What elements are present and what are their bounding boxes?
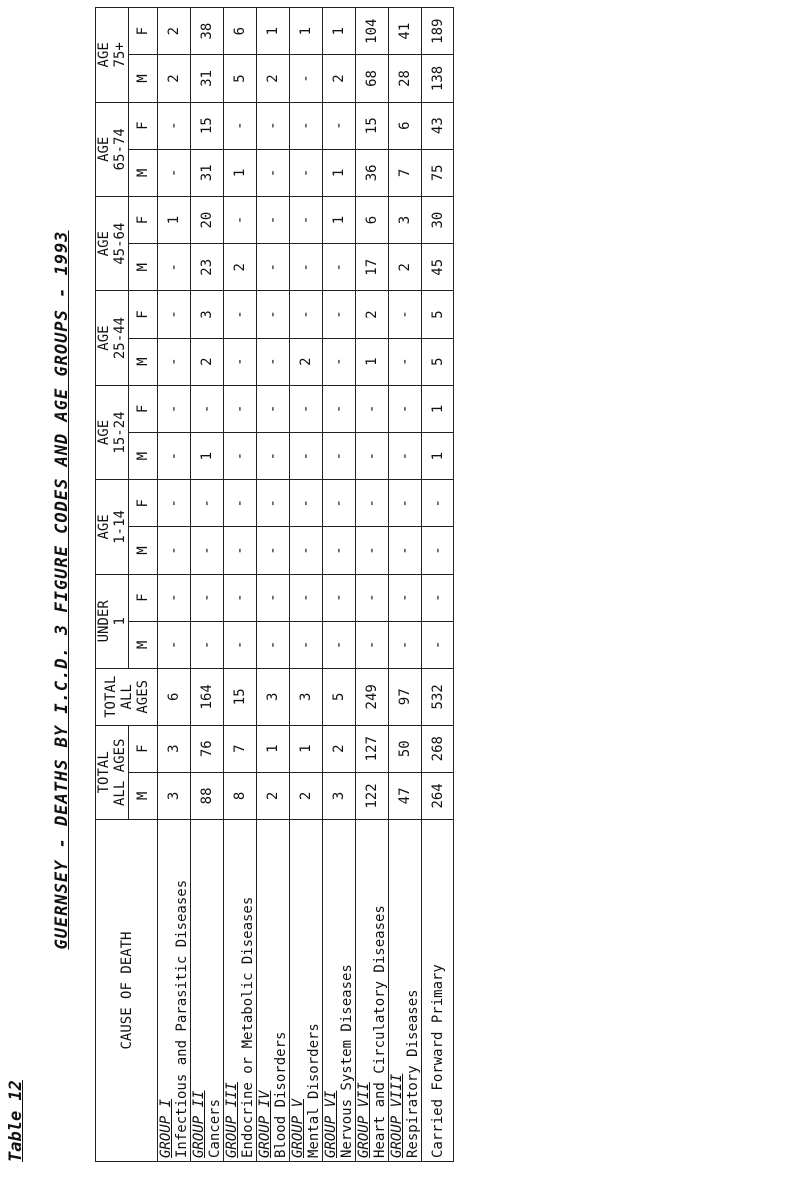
age-cell: - — [290, 244, 323, 291]
header-total-mf-mid: ALL AGES — [112, 738, 128, 807]
header-m: M — [129, 432, 158, 479]
age-cell: - — [389, 291, 422, 338]
table-row — [422, 8, 454, 1162]
age-cell: - — [224, 480, 257, 527]
age-cell: - — [224, 621, 257, 668]
cell-total: 5 — [323, 669, 356, 726]
header-age-1-mid: 1-14 — [112, 510, 128, 544]
header-age-6-top: AGE — [96, 42, 112, 68]
age-cell: 43 — [422, 102, 454, 149]
age-cell: - — [257, 480, 290, 527]
cause-name: Infectious and Parasitic Diseases — [174, 879, 190, 1158]
age-cell: - — [389, 338, 422, 385]
header-age-6 — [96, 8, 129, 103]
table-row — [323, 8, 356, 1162]
age-cell: 2 — [257, 55, 290, 102]
cause-name: Respiratory Diseases — [405, 989, 421, 1158]
age-cell: - — [257, 432, 290, 479]
cause-cell — [323, 820, 356, 1162]
age-cell: - — [224, 102, 257, 149]
header-f: F — [129, 291, 158, 338]
cause-cell — [191, 820, 224, 1162]
cause-cell — [257, 820, 290, 1162]
age-cell: - — [389, 527, 422, 574]
header-age-5-top: AGE — [96, 136, 112, 162]
age-cell: 2 — [158, 8, 191, 55]
age-cell: - — [290, 432, 323, 479]
age-cell: 30 — [422, 196, 454, 243]
header-f: F — [129, 480, 158, 527]
cell-total: 532 — [422, 669, 454, 726]
header-total-all — [96, 669, 158, 726]
cell-total: 15 — [224, 669, 257, 726]
age-cell: 17 — [356, 244, 389, 291]
age-cell: 5 — [422, 291, 454, 338]
age-cell: 1 — [422, 385, 454, 432]
age-cell: - — [323, 621, 356, 668]
header-total-mf — [96, 725, 129, 819]
cell-f: 1 — [290, 725, 323, 772]
table-row — [389, 8, 422, 1162]
age-cell: - — [422, 574, 454, 621]
header-m: M — [129, 149, 158, 196]
age-cell: 75 — [422, 149, 454, 196]
age-cell: - — [323, 432, 356, 479]
header-m: M — [129, 527, 158, 574]
age-cell: - — [422, 480, 454, 527]
age-cell: 1 — [323, 149, 356, 196]
age-cell: 1 — [323, 196, 356, 243]
age-cell: 41 — [389, 8, 422, 55]
cause-name: Nervous System Diseases — [339, 964, 355, 1158]
group-label: GROUP III — [224, 1082, 240, 1158]
age-cell: 1 — [422, 432, 454, 479]
age-cell: 1 — [257, 8, 290, 55]
age-cell: - — [356, 621, 389, 668]
age-cell: - — [323, 291, 356, 338]
age-cell: 38 — [191, 8, 224, 55]
cause-cell — [356, 820, 389, 1162]
age-cell: 2 — [290, 338, 323, 385]
cell-m: 2 — [290, 772, 323, 819]
header-age-2-mid: 15-24 — [112, 411, 128, 454]
age-cell: - — [158, 102, 191, 149]
age-cell: 5 — [224, 55, 257, 102]
age-cell: - — [158, 385, 191, 432]
age-cell: 36 — [356, 149, 389, 196]
age-cell: - — [323, 574, 356, 621]
age-cell: - — [422, 621, 454, 668]
age-cell: - — [290, 621, 323, 668]
header-age-3-top: AGE — [96, 325, 112, 351]
table-row — [224, 8, 257, 1162]
age-cell: - — [224, 574, 257, 621]
age-cell: - — [158, 480, 191, 527]
group-label: GROUP IV — [257, 1090, 273, 1158]
header-age-4-top: AGE — [96, 231, 112, 257]
age-cell: - — [158, 621, 191, 668]
header-m: M — [129, 772, 158, 819]
age-cell: - — [224, 291, 257, 338]
cell-f: 76 — [191, 725, 224, 772]
age-cell: - — [323, 338, 356, 385]
cell-total: 3 — [290, 669, 323, 726]
age-cell: - — [224, 196, 257, 243]
age-cell: - — [158, 338, 191, 385]
header-age-1 — [96, 480, 129, 574]
age-cell: 2 — [191, 338, 224, 385]
age-cell: 20 — [191, 196, 224, 243]
age-cell: 2 — [224, 244, 257, 291]
cell-m: 88 — [191, 772, 224, 819]
header-under1-top: UNDER — [96, 600, 112, 643]
header-total-all-top: TOTAL — [102, 675, 119, 718]
age-cell: - — [389, 574, 422, 621]
age-cell: - — [290, 55, 323, 102]
age-cell: - — [224, 338, 257, 385]
cell-f: 127 — [356, 725, 389, 772]
cell-f: 1 — [257, 725, 290, 772]
cause-cell — [290, 820, 323, 1162]
header-m: M — [129, 621, 158, 668]
age-cell: 7 — [389, 149, 422, 196]
age-cell: 3 — [389, 196, 422, 243]
age-cell: - — [224, 385, 257, 432]
age-cell: - — [191, 480, 224, 527]
age-cell: - — [257, 149, 290, 196]
age-cell: - — [323, 102, 356, 149]
age-cell: 2 — [323, 55, 356, 102]
age-cell: - — [158, 432, 191, 479]
age-cell: 2 — [389, 244, 422, 291]
header-m: M — [129, 55, 158, 102]
age-cell: 15 — [191, 102, 224, 149]
age-cell: - — [356, 527, 389, 574]
header-under1-mid: 1 — [112, 617, 128, 626]
age-cell: - — [224, 527, 257, 574]
header-f: F — [129, 385, 158, 432]
cell-total: 6 — [158, 669, 191, 726]
age-cell: 1 — [323, 8, 356, 55]
cause-cell — [224, 820, 257, 1162]
age-cell: 138 — [422, 55, 454, 102]
cell-total: 3 — [257, 669, 290, 726]
cell-f: 50 — [389, 725, 422, 772]
age-cell: - — [356, 480, 389, 527]
age-cell: 104 — [356, 8, 389, 55]
age-cell: - — [389, 621, 422, 668]
group-label: GROUP VII — [356, 1082, 372, 1158]
age-cell: - — [158, 527, 191, 574]
table-row — [191, 8, 224, 1162]
age-cell: 1 — [356, 338, 389, 385]
header-age-2-top: AGE — [96, 419, 112, 446]
age-cell: - — [257, 574, 290, 621]
group-label: GROUP VIII — [389, 1073, 405, 1158]
cell-m: 3 — [323, 772, 356, 819]
header-age-4-mid: 45-64 — [112, 222, 128, 265]
age-cell: 1 — [224, 149, 257, 196]
age-cell: - — [389, 385, 422, 432]
group-label: GROUP II — [191, 1090, 207, 1158]
age-cell: - — [323, 385, 356, 432]
cell-m: 3 — [158, 772, 191, 819]
age-cell: - — [389, 432, 422, 479]
age-cell: - — [323, 244, 356, 291]
age-cell: 28 — [389, 55, 422, 102]
deaths-table — [95, 7, 454, 1162]
table-row — [257, 8, 290, 1162]
age-cell: - — [158, 291, 191, 338]
header-age-4 — [96, 196, 129, 290]
age-cell: 45 — [422, 244, 454, 291]
age-cell: - — [290, 385, 323, 432]
header-age-1-top: AGE — [96, 514, 112, 540]
cell-m: 122 — [356, 772, 389, 819]
age-cell: - — [356, 385, 389, 432]
cause-cell — [158, 820, 191, 1162]
cause-name: Endocrine or Metabolic Diseases — [240, 896, 256, 1158]
age-cell: - — [191, 527, 224, 574]
header-f: F — [129, 8, 158, 55]
age-cell: 1 — [191, 432, 224, 479]
age-cell: - — [191, 574, 224, 621]
age-cell: - — [191, 621, 224, 668]
age-cell: - — [257, 338, 290, 385]
cause-name: Heart and Circulatory Diseases — [372, 905, 388, 1158]
header-m: M — [129, 338, 158, 385]
age-cell: 6 — [389, 102, 422, 149]
age-cell: 68 — [356, 55, 389, 102]
cell-m: 8 — [224, 772, 257, 819]
cell-f: 268 — [422, 725, 454, 772]
header-m: M — [129, 244, 158, 291]
cell-total: 249 — [356, 669, 389, 726]
header-total-all-mid: ALL AGES — [118, 679, 151, 714]
age-cell: 1 — [290, 8, 323, 55]
age-cell: - — [290, 102, 323, 149]
age-cell: - — [290, 574, 323, 621]
table-body — [158, 8, 454, 1162]
age-cell: - — [257, 102, 290, 149]
header-age-5-mid: 65-74 — [112, 128, 128, 171]
age-cell: - — [290, 480, 323, 527]
table-row — [290, 8, 323, 1162]
group-label: GROUP VI — [323, 1090, 339, 1158]
header-f: F — [129, 196, 158, 243]
age-cell: - — [191, 385, 224, 432]
age-cell: - — [290, 149, 323, 196]
header-f: F — [129, 102, 158, 149]
age-cell: 3 — [191, 291, 224, 338]
age-cell: - — [290, 527, 323, 574]
cause-cell — [389, 820, 422, 1162]
cause-name: Cancers — [207, 1098, 223, 1158]
age-cell: 23 — [191, 244, 224, 291]
age-cell: - — [257, 244, 290, 291]
age-cell: - — [323, 527, 356, 574]
age-cell: - — [389, 480, 422, 527]
cell-f: 2 — [323, 725, 356, 772]
cause-name: Carried Forward Primary — [429, 964, 446, 1158]
table-label: Table 12 — [6, 1080, 26, 1162]
age-cell: - — [158, 244, 191, 291]
cell-m: 47 — [389, 772, 422, 819]
age-cell: - — [257, 621, 290, 668]
header-f: F — [129, 725, 158, 772]
header-cause: CAUSE OF DEATH — [96, 820, 158, 1162]
cell-f: 3 — [158, 725, 191, 772]
age-cell: - — [290, 196, 323, 243]
age-cell: 2 — [158, 55, 191, 102]
cause-name: Mental Disorders — [306, 1023, 322, 1158]
age-cell: - — [356, 432, 389, 479]
age-cell: - — [257, 196, 290, 243]
cell-m: 264 — [422, 772, 454, 819]
age-cell: 31 — [191, 149, 224, 196]
age-cell: - — [422, 527, 454, 574]
header-age-6-mid: 75+ — [112, 42, 128, 68]
age-cell: - — [323, 480, 356, 527]
header-age-3 — [96, 291, 129, 385]
table-row — [356, 8, 389, 1162]
table-row — [158, 8, 191, 1162]
age-cell: - — [224, 432, 257, 479]
age-cell: - — [356, 574, 389, 621]
age-cell: 1 — [158, 196, 191, 243]
header-f: F — [129, 574, 158, 621]
header-age-2 — [96, 385, 129, 479]
cell-m: 2 — [257, 772, 290, 819]
header-age-5 — [96, 102, 129, 196]
cell-total: 97 — [389, 669, 422, 726]
cause-name: Blood Disorders — [273, 1031, 289, 1158]
age-cell: 6 — [356, 196, 389, 243]
group-label: GROUP I — [158, 1098, 174, 1158]
age-cell: 5 — [422, 338, 454, 385]
table-title: GUERNSEY - DEATHS BY I.C.D. 3 FIGURE CODES AND AGE GROUPS - 1993 — [52, 230, 72, 950]
age-cell: 2 — [356, 291, 389, 338]
age-cell: - — [257, 527, 290, 574]
age-cell: - — [290, 291, 323, 338]
group-label: GROUP V — [290, 1098, 306, 1158]
age-cell: 15 — [356, 102, 389, 149]
age-cell: - — [158, 149, 191, 196]
age-cell: - — [257, 291, 290, 338]
age-cell: - — [257, 385, 290, 432]
header-total-mf-top: TOTAL — [96, 751, 112, 794]
cell-f: 7 — [224, 725, 257, 772]
header-under1 — [96, 574, 129, 668]
header-row-top — [96, 8, 129, 1162]
header-age-3-mid: 25-44 — [112, 317, 128, 360]
age-cell: 189 — [422, 8, 454, 55]
age-cell: 6 — [224, 8, 257, 55]
cell-total: 164 — [191, 669, 224, 726]
age-cell: 31 — [191, 55, 224, 102]
cause-cell — [422, 820, 454, 1162]
age-cell: - — [158, 574, 191, 621]
